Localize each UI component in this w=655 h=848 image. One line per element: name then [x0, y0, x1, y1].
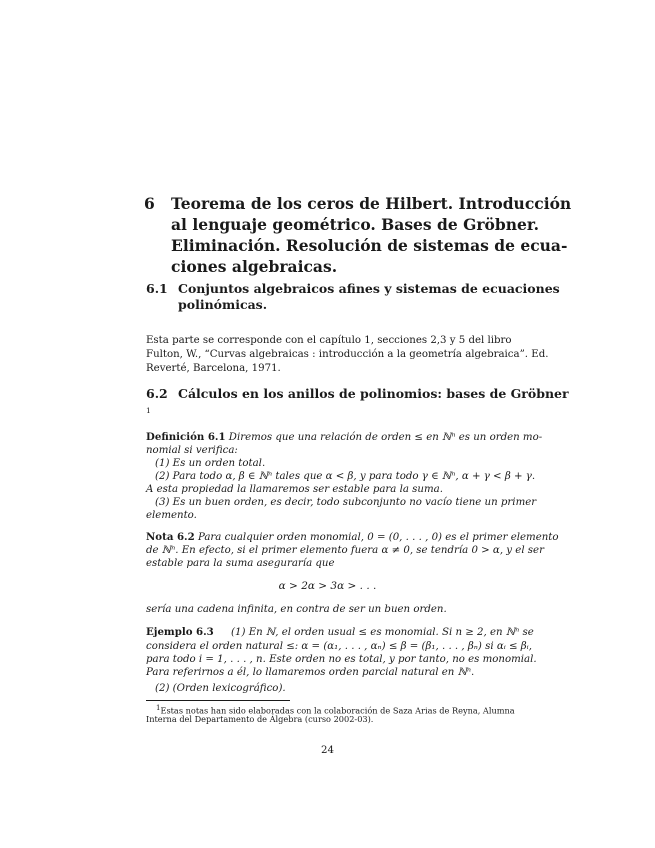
subsection-title-line: Conjuntos algebraicos afines y sistemas de ecuaciones [178, 281, 560, 296]
section-title-line: Eliminación. Resolución de sistemas de ecua- [171, 236, 568, 255]
subsection-number: 6.1 [146, 281, 168, 296]
example-line: para todo i = 1, . . . , n. Este orden no es total, y por tanto, no es monomial. [146, 654, 537, 665]
subsection-title [178, 386, 569, 402]
note-text: Para cualquier orden monomial, 0 = (0, . . . , 0) es el primer elemento [197, 532, 559, 543]
reference-line: Fulton, W., “Curvas algebraicas : introducción a la geometría algebraica”. Ed. [146, 349, 549, 360]
subsection-heading-6-1 [146, 281, 560, 315]
footnote-line: Interna del Departamento de Álgebra (curso 2002-03). [146, 714, 374, 724]
footnote-text: Estas notas han sido elaboradas con la colaboración de Saza Arias de Reyna, Alumna [160, 705, 515, 716]
definition-text: Diremos que una relación de orden ≤ en ℕⁿ es un orden mo- [228, 432, 543, 443]
example-line [146, 626, 534, 639]
example-line: considera el orden natural ≤: α = (α₁, . . . , αₙ) ≤ β = (β₁, . . . , βₙ) si αᵢ ≤ βᵢ, [146, 641, 532, 652]
definition-line: elemento. [146, 510, 197, 521]
note-line: de ℕⁿ. En efecto, si el primer elemento fuera α ≠ 0, se tendría 0 > α, y el ser [146, 545, 544, 556]
section-title [171, 193, 572, 277]
definition-line: (1) Es un orden total. [155, 458, 266, 469]
definition-line: (2) Para todo α, β ∈ ℕⁿ tales que α < β, y para todo γ ∈ ℕⁿ, α + γ < β + γ. [155, 471, 536, 482]
reference-line: Reverté, Barcelona, 1971. [146, 363, 281, 374]
definition-line: nomial si verifica: [146, 445, 238, 456]
subsection-title-line: polinómicas. [178, 297, 268, 312]
definition-line [146, 431, 542, 444]
definition-line: A esta propiedad la llamaremos ser estable para la suma. [146, 484, 443, 495]
definition-label: Definición 6.1 [146, 431, 226, 443]
footnote-rule [146, 700, 290, 701]
section-title-line: Teorema de los ceros de Hilbert. Introducción [171, 194, 572, 213]
subsection-number: 6.2 [146, 386, 168, 401]
section-title-line: ciones algebraicas. [171, 257, 338, 276]
note-line: sería una cadena infinita, en contra de ser un buen orden. [146, 604, 447, 615]
subsection-heading-6-2 [146, 386, 569, 404]
subsection-title [178, 281, 560, 313]
footnote-marker: 1 [146, 406, 151, 415]
note-label: Nota 6.2 [146, 531, 195, 543]
page-number: 24 [321, 745, 334, 756]
note-equation: α > 2α > 3α > . . . [278, 580, 377, 592]
example-label: Ejemplo 6.3 [146, 626, 214, 638]
definition-line: (3) Es un buen orden, es decir, todo subconjunto no vacío tiene un primer [155, 497, 537, 508]
section-title-line: al lenguaje geométrico. Bases de Gröbner. [171, 215, 539, 234]
subsection-title-line: Cálculos en los anillos de polinomios: bases de Gröbner [178, 386, 569, 401]
note-line: estable para la suma aseguraría que [146, 558, 335, 569]
example-line: Para referirnos a él, lo llamaremos orden parcial natural en ℕⁿ. [146, 667, 475, 678]
note-line [146, 531, 559, 544]
section-number: 6 [144, 194, 155, 213]
example-text: (1) En ℕ, el orden usual ≤ es monomial. Si n ≥ 2, en ℕⁿ se [231, 627, 534, 638]
reference-line: Esta parte se corresponde con el capítulo 1, secciones 2,3 y 5 del libro [146, 335, 512, 346]
example-line: (2) (Orden lexicográfico). [155, 683, 286, 694]
footnote-mark: 1 [156, 704, 161, 712]
